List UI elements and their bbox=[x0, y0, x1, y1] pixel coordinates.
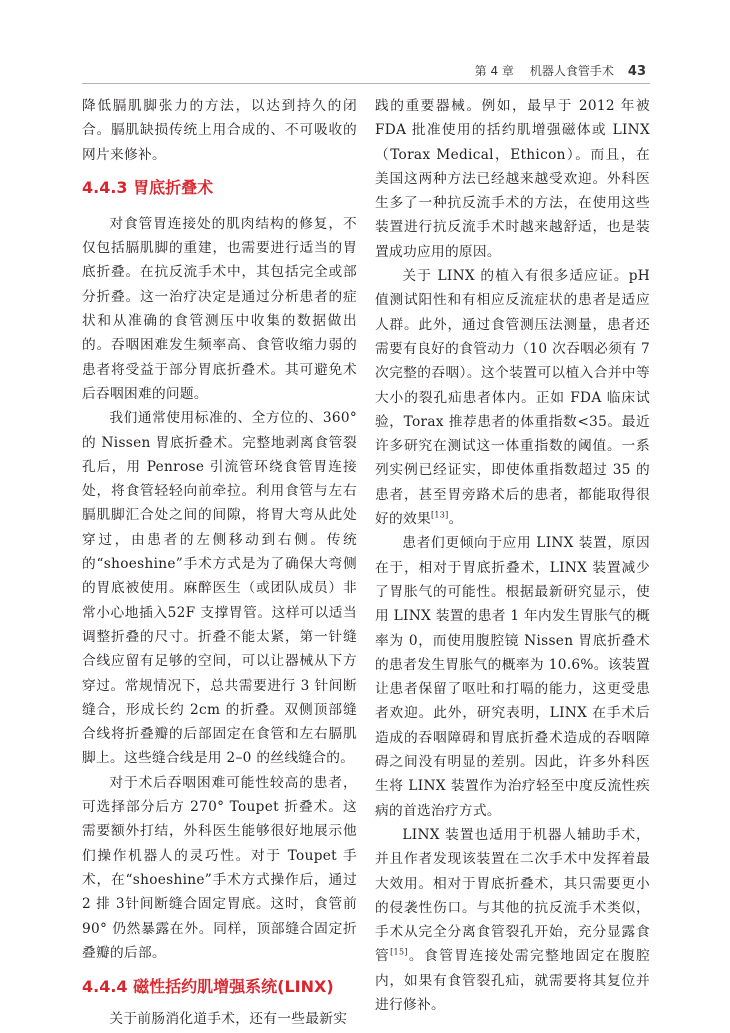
citation-ref: [13] bbox=[430, 510, 449, 520]
section-heading-4-4-3: 4.4.3 胃底折叠术 bbox=[82, 177, 214, 197]
left-column bbox=[82, 94, 357, 1031]
paragraph: 我们通常使用标准的、全方位的、360° 的 Nissen 胃底折叠术。完整地剥离食管裂孔后，用 Penrose 引流管环绕食管胃连接处，将食管轻轻向前牵拉。利用食管与左右膈肌脚汇合处之间的间隙，将胃大弯从此处穿过，由患者的左侧移动到右侧。传统的“shoeshine”手术方式是为了确保大弯侧的胃底被使用。麻醉医生（或团队成员）非常小心地插入52F 支撑胃管。这样可以适当调整折叠的尺寸。折叠不能太紧，第一针缝合线应留有足够的空间，可以让器械从下方穿过。常规情况下，总共需要进行 3 针间断缝合，形成长约 2cm 的折叠。双侧顶部缝合线将折叠瓣的后部固定在食管和左右膈肌脚上。这些缝合线是用 2–0 的丝线缝合的。 bbox=[82, 410, 357, 767]
paragraph bbox=[375, 264, 650, 531]
paragraph-text: 。 bbox=[448, 511, 463, 528]
right-column bbox=[375, 94, 650, 1017]
paragraph-text: LINX 装置也适用于机器人辅助手术，并且作者发现该装置在二次手术中发挥着最大效用。相对于胃底折叠术，其只需要更小的侵袭性伤口。与其他的抗反流手术类似，手术从完全分离食管裂孔开始，充分显露食管 bbox=[375, 826, 650, 965]
paragraph-text: 。食管胃连接处需完整地固定在腹腔内，如果有食管裂孔疝，就需要将其复位并进行修补。 bbox=[375, 948, 650, 1013]
paragraph-text: 关于 LINX 的植入有很多适应证。pH 值测试阳性和有相应反流症状的患者是适应人群。此外，通过食管测压法测量，患者还需要有良好的食管动力（10 次吞咽必须有 7 次完整的吞咽）。这个装置可以植入合并中等大小的裂孔疝患者体内。正如 FDA 临床试验，Torax 推荐患者的体重指数<35。最近许多研究在测试这一体重指数的阈值。一系列实例已经证实，即使体重指数超过 35 的患者，甚至胃旁路术后的患者，都能取得很好的效果 bbox=[375, 268, 650, 528]
chapter-title: 机器人食管手术 bbox=[529, 64, 614, 78]
paragraph-continued: 降低膈肌脚张力的方法，以达到持久的闭合。膈肌缺损传统上用合成的、不可吸收的网片来修补。 bbox=[82, 98, 357, 163]
citation-ref: [15] bbox=[390, 947, 408, 957]
chapter-number: 第 4 章 bbox=[474, 64, 514, 78]
paragraph: 患者们更倾向于应用 LINX 装置，原因在于，相对于胃底折叠术，LINX 装置减少了胃胀气的可能性。根据最新研究显示，使用 LINX 装置的患者 1 年内发生胃胀气的概率为 0，而使用腹腔镜 Nissen 胃底折叠术的患者发生胃胀气的概率为 10.6%。该装置让患者保留了呕吐和打嗝的能力，这更受患者欢迎。此外，研究表明，LINX 在手术后造成的吞咽障碍和胃底折叠术造成的吞咽障碍之间没有明显的差别。因此，许多外科医生将 LINX 装置作为治疗轻至中度反流性疾病的首选治疗方式。 bbox=[375, 535, 650, 819]
paragraph: 对于术后吞咽困难可能性较高的患者，可选择部分后方 270° Toupet 折叠术。这需要额外打结，外科医生能够很好地展示他们操作机器人的灵巧性。对于 Toupet 手术，在“shoeshine”手术方式操作后，通过 2 排 3针间断缝合固定胃底。这时，食管前 90° 仍然暴露在外。同样，顶部缝合固定折叠瓣的后部。 bbox=[82, 774, 357, 961]
paragraph: 关于前肠消化道手术，还有一些最新实 bbox=[109, 1011, 348, 1028]
header-rule bbox=[82, 83, 650, 84]
running-header bbox=[475, 62, 646, 79]
paragraph-continued: 践的重要器械。例如，最早于 2012 年被 FDA 批准使用的括约肌增强磁体或 LINX（Torax Medical，Ethicon）。而且，在美国这两种方法已经越来越受欢迎。外科医生多了一种抗反流手术的方法，在使用这些装置进行抗反流手术时越来越舒适，也是装置成功应用的原因。 bbox=[375, 98, 650, 260]
paragraph bbox=[375, 823, 650, 1017]
page-number: 43 bbox=[627, 64, 646, 79]
paragraph: 对食管胃连接处的肌肉结构的修复，不仅包括膈肌脚的重建，也需要进行适当的胃底折叠。在抗反流手术中，其包括完全或部分折叠。这一治疗决定是通过分析患者的症状和从准确的食管测压中收集的数据做出的。吞咽困难发生频率高、食管收缩力弱的患者将受益于部分胃底折叠术。其可避免术后吞咽困难的问题。 bbox=[82, 215, 357, 402]
section-heading-4-4-4: 4.4.4 磁性括约肌增强系统(LINX) bbox=[82, 977, 334, 997]
